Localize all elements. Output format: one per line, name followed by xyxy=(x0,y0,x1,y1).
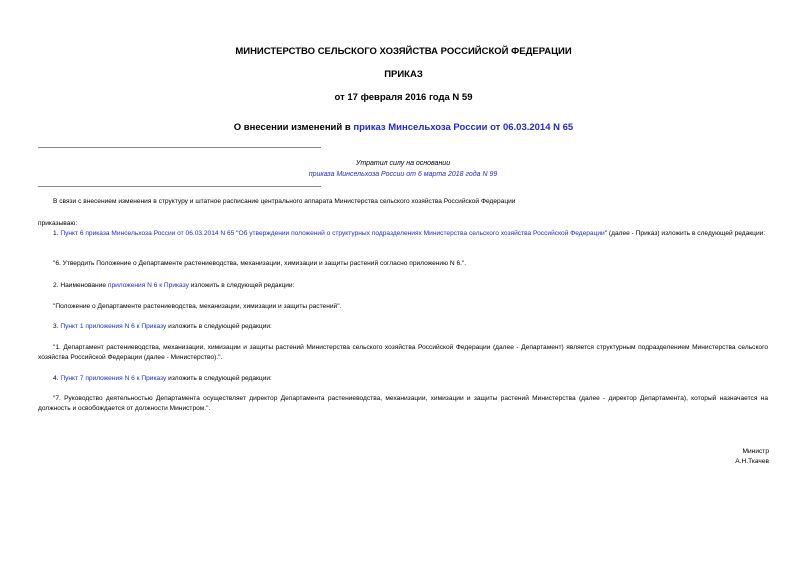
paragraph-item-1 xyxy=(38,229,768,239)
ministry-heading: МИНИСТЕРСТВО СЕЛЬСКОГО ХОЗЯЙСТВА РОССИЙСКОЙ ФЕДЕРАЦИИ xyxy=(235,46,572,57)
point6-link[interactable]: Пункт 6 приказа Минсельхоза России от 06.03.2014 N 65 xyxy=(60,230,235,237)
paragraph-quote-7: "7. Руководство деятельностью Департамента осуществляет директор Департамента растениеводства, механизации, химизации и защиты растений Министерства (далее - директор Департамента), который назначается на должность и освобождается от должности Министром.". xyxy=(38,395,768,412)
appendix6-link[interactable]: приложения N 6 к Приказу xyxy=(107,282,189,289)
item-text: " xyxy=(234,230,239,237)
paragraph-quote-6: "6. Утвердить Положение о Департаменте растениеводства, механизации, химизации и защиты растений согласно приложению N 6.". xyxy=(53,260,467,267)
item-text: 2. Наименование xyxy=(53,282,108,289)
repeal-order-link[interactable]: приказа Минсельхоза России от 6 марта 2018 года N 99 xyxy=(308,171,498,178)
notice-bottom-divider xyxy=(38,186,321,187)
paragraph-preamble: В связи с внесением изменения в структуру и штатное расписание центрального аппарата Министерства сельского хозяйства Российской Федерации xyxy=(53,198,516,205)
item-number: 4. xyxy=(53,375,61,382)
paragraph-order: приказываю: xyxy=(38,220,78,227)
signature-name: А.Н.Ткачев xyxy=(735,458,769,465)
item-number: 3. xyxy=(53,323,61,330)
paragraph-quote-name: "Положение о Департаменте растениеводства, механизации, химизации и защиты растений". xyxy=(53,303,342,310)
doc-type-heading: ПРИКАЗ xyxy=(384,69,423,80)
item-text: изложить в следующей редакции: xyxy=(166,375,272,382)
item-text: изложить в следующей редакции: xyxy=(188,282,295,289)
item-text: изложить в следующей редакции: xyxy=(166,323,272,330)
item-number: 1. xyxy=(53,230,61,237)
appendix6-point7-link[interactable]: Пункт 7 приложения N 6 к Приказу xyxy=(60,375,167,382)
appendix6-point1-link[interactable]: Пункт 1 приложения N 6 к Приказу xyxy=(60,323,167,330)
date-number-heading: от 17 февраля 2016 года N 59 xyxy=(334,92,473,103)
paragraph-item-4 xyxy=(38,374,768,384)
title-link[interactable]: приказ Минсельхоза России от 06.03.2014 N 65 xyxy=(353,122,574,133)
signature-position: Министр xyxy=(742,448,769,455)
notice-top-divider xyxy=(38,147,321,148)
notice-link-line xyxy=(38,169,768,180)
regulations-link[interactable]: Об утверждении положений о структурных подразделениях Министерства сельского хозяйства Российской Федерации xyxy=(238,230,605,237)
paragraph-item-3 xyxy=(38,322,768,332)
title-prefix: О внесении изменений в xyxy=(233,122,354,133)
item-text: " (далее - Приказ) изложить в следующей редакции: xyxy=(604,230,766,237)
notice-line: Утратил силу на основании xyxy=(355,160,451,167)
paragraph-item-2 xyxy=(38,281,768,291)
paragraph-quote-1: "1. Департамент растениеводства, механизации, химизации и защиты растений Министерства сельского хозяйства Российской Федерации (далее - Департамент) является структурным подразделением Министерства сельского хозяйства Российской Федерации (далее - Министерство).". xyxy=(38,344,768,361)
document-title xyxy=(0,122,807,133)
